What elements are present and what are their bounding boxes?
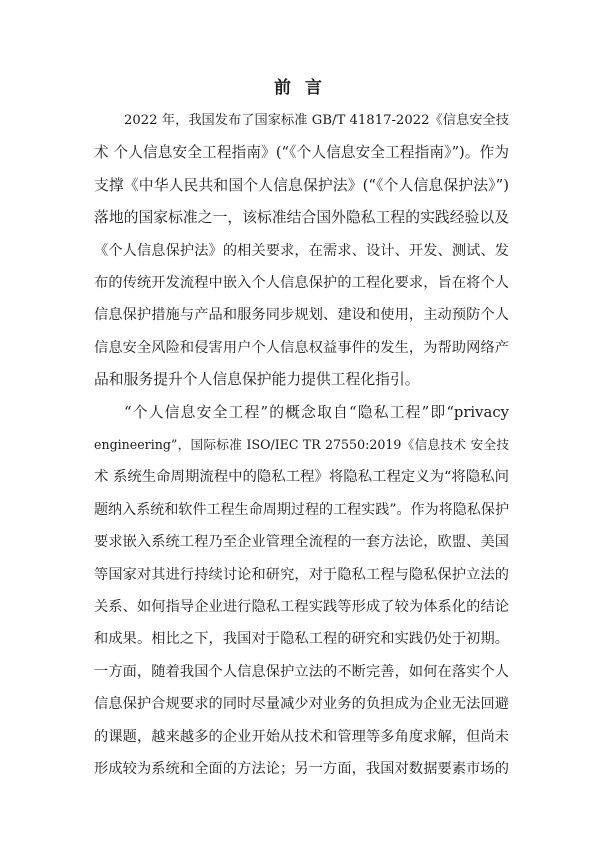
paragraph-line: 的课题，越来越多的企业开始从技术和管理等多角度求解，但尚未 <box>94 728 509 745</box>
paragraph-line: “个人信息安全工程”的概念取自“隐私工程”即“privacy <box>124 403 509 421</box>
paragraph-line: 关系、如何指导企业进行隐私工程实践等形成了较为体系化的结论 <box>94 598 509 615</box>
paragraph-line: 《个人信息保护法》的相关要求，在需求、设计、开发、测试、发 <box>94 242 509 259</box>
paragraph-line: 信息保护合规要求的同时尽量减少对业务的负担成为企业无法回避 <box>94 696 509 713</box>
paragraph-line: 信息安全风险和侵害用户个人信息权益事件的发生，为帮助网络产 <box>94 339 509 356</box>
paragraph-line: 术 系统生命周期流程中的隐私工程》将隐私工程定义为“将隐私问 <box>94 469 509 486</box>
paragraph-line: 落地的国家标准之一，该标准结合国外隐私工程的实践经验以及 <box>94 209 509 227</box>
page-title: 前 言 <box>274 78 326 98</box>
paragraph-line: 等国家对其进行持续讨论和研究，对于隐私工程与隐私保护立法的 <box>94 566 509 583</box>
paragraph-line: engineering”，国际标准 ISO/IEC TR 27550:2019《信息技术 安全技 <box>94 436 509 452</box>
paragraph-line: 品和服务提升个人信息保护能力提供工程化指引。 <box>94 371 420 389</box>
paragraph-1 <box>94 105 509 397</box>
paragraph-line: 要求嵌入系统工程乃至企业管理全流程的一套方法论，欧盟、美国 <box>94 534 509 551</box>
paragraph-2 <box>94 397 509 786</box>
paragraph-line: 信息保护措施与产品和服务同步规划、建设和使用，主动预防个人 <box>94 307 509 324</box>
paragraph-line: 布的传统开发流程中嵌入个人信息保护的工程化要求，旨在将个人 <box>94 274 509 291</box>
paragraph-line: 题纳入系统和软件工程生命周期过程的工程实践”。作为将隐私保护 <box>94 501 509 518</box>
paragraph-line: 形成较为系统和全面的方法论；另一方面，我国对数据要素市场的 <box>94 760 509 777</box>
paragraph-line: 2022 年，我国发布了国家标准 GB/T 41817-2022《信息安全技 <box>124 113 509 128</box>
paragraph-line: 支撑《中华人民共和国个人信息保护法》(“《个人信息保护法》”) <box>94 176 509 194</box>
paragraph-line: 术 个人信息安全工程指南》(“《个人信息安全工程指南》”)。作为 <box>94 144 509 162</box>
paragraph-line: 一方面，随着我国个人信息保护立法的不断完善，如何在落实个人 <box>94 663 509 680</box>
paragraph-line: 和成果。相比之下，我国对于隐私工程的研究和实践仍处于初期。 <box>94 631 509 648</box>
